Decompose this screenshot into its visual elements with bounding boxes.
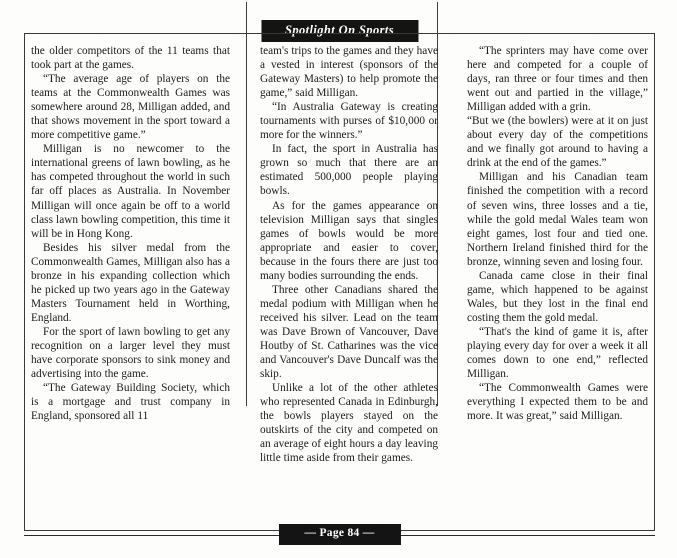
paragraph: “The sprinters may have come over here and competed for a couple of days, ran three or four times and then went out and partied in the village,” Milligan added with a grin.	[467, 45, 648, 114]
paragraph: team's trips to the games and they have a vested in interest (sponsors of the Gateway Masters) to help promote the game,” said Milligan.	[260, 45, 438, 100]
paragraph: Unlike a lot of the other athletes who represented Canada in Edinburgh, the bowls players stayed on the outskirts of the city and competed on an average of eight hours a day leaving little time aside from their games.	[260, 382, 438, 465]
article-column-1	[31, 44, 246, 464]
paragraph: the older competitors of the 11 teams that took part at the games.	[31, 45, 230, 72]
paragraph: As for the games appearance on television Milligan says that singles games of bowls would be more appropriate and easier to cover, because in the fours there are just too many bodies surrounding the ends.	[260, 199, 438, 282]
paragraph: Milligan is no newcomer to the international greens of lawn bowling, as he has competed throughout the world in such far off places as Australia. In November Milligan will once again be off to a world class lawn bowling competition, this time it will be in Hong Kong.	[31, 143, 230, 240]
paragraph: For the sport of lawn bowling to get any recognition on a larger level they must have corporate sponsors to sink money and advertising into the game.	[31, 325, 230, 381]
article-body	[31, 44, 648, 464]
paragraph: Milligan and his Canadian team finished the competition with a record of seven wins, three losses and a tie, while the gold medal Wales team won eight games, lost four and tied one. Northern Ireland finished third for the bronze, winning seven and losing four.	[467, 171, 648, 268]
paragraph: “But we (the bowlers) were at it on just about every day of the competitions and we finally got around to having a drink at the end of the games.”	[467, 115, 648, 170]
paragraph: “The Gateway Building Society, which is a mortgage and trust company in England, sponsored all 11	[31, 382, 230, 423]
paragraph: Three other Canadians shared the medal podium with Milligan when he received his silver. Lead on the team was Dave Brown of Vancouver, Dave Houtby of St. Catharines was the vice and Vancouver's Dave Duncalf was the skip.	[260, 283, 438, 381]
article-column-2	[246, 44, 452, 464]
paragraph: “That's the kind of game it is, after playing every day for over a week it all comes down to one end,” reflected Milligan.	[467, 325, 648, 381]
paragraph: Canada came close in their final game, which happened to be against Wales, but they lost in the final end costing them the gold medal.	[467, 269, 648, 324]
section-banner-title: Spotlight On Sports	[261, 20, 418, 42]
article-column-3	[452, 44, 648, 464]
paragraph: Besides his silver medal from the Commonwealth Games, Milligan also has a bronze in his expanding collection which he picked up two years ago in the Gateway Masters Tournament held in Worthing, England.	[31, 241, 230, 324]
paragraph: “The Commonwealth Games were everything I expected them to be and more. It was great,” said Milligan.	[467, 382, 648, 423]
paragraph: “The average age of players on the teams at the Commonwealth Games was somewhere around 28, Milligan added, and that shows movement in the sport toward a more competitive game.”	[31, 73, 230, 142]
page-footer	[24, 524, 655, 544]
paragraph: In fact, the sport in Australia has grown so much that there are an estimated 500,000 people playing bowls.	[260, 143, 438, 198]
page-number-banner: — Page 84 —	[278, 524, 400, 545]
paragraph: “In Australia Gateway is creating tournaments with purses of $10,000 or more for the winners.”	[260, 101, 438, 142]
